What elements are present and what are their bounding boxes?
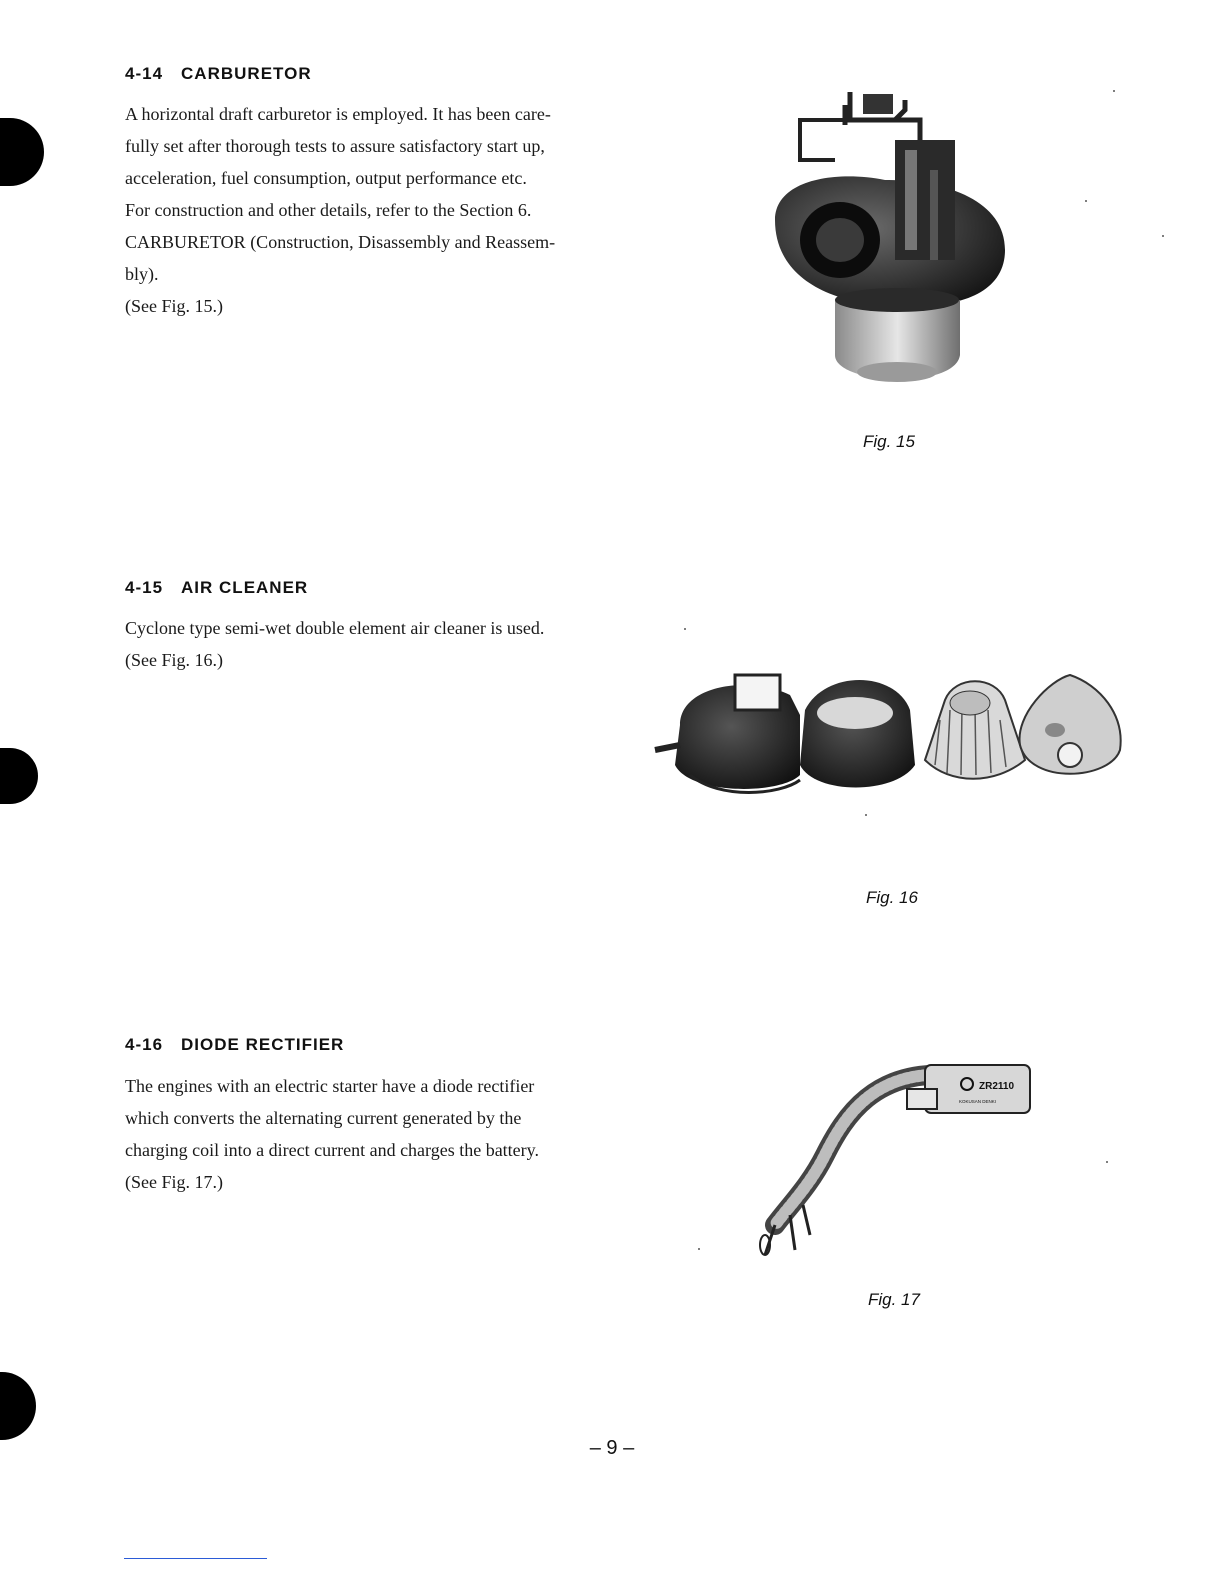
body-line: bly). <box>125 264 159 284</box>
scan-speck <box>1162 235 1164 237</box>
body-line: A horizontal draft carburetor is employed. It has been care- <box>125 104 551 124</box>
body-line: (See Fig. 15.) <box>125 296 223 316</box>
section-heading-diode-rectifier <box>125 1035 344 1055</box>
scan-speck <box>698 1248 700 1250</box>
body-line: (See Fig. 17.) <box>125 1172 223 1192</box>
page-number: – 9 – <box>589 1437 635 1459</box>
scan-speck <box>1106 1161 1108 1163</box>
carburetor-photo <box>755 80 1035 400</box>
figure-caption: Fig. 16 <box>866 888 918 907</box>
figure-caption: Fig. 15 <box>863 432 915 451</box>
body-line: fully set after thorough tests to assure satisfactory start up, <box>125 136 545 156</box>
section-number: 4-14 <box>125 64 164 83</box>
rectifier-label: ZR2110 <box>979 1081 1015 1092</box>
binder-hole <box>0 1372 36 1440</box>
section-number: 4-16 <box>125 1035 164 1054</box>
body-line: acceleration, fuel consumption, output performance etc. <box>125 168 527 188</box>
body-line: which converts the alternating current generated by the <box>125 1108 522 1128</box>
section-body-diode-rectifier <box>125 1070 617 1198</box>
rectifier-maker: KOKUSAN DENKI <box>959 1099 997 1104</box>
figure-caption: Fig. 17 <box>868 1290 920 1309</box>
body-line: The engines with an electric starter have a diode rectifier <box>125 1076 535 1096</box>
section-heading-air-cleaner <box>125 578 308 598</box>
scan-speck <box>684 628 686 630</box>
section-body-carburetor <box>125 98 617 322</box>
diode-rectifier-photo <box>755 1055 1045 1265</box>
body-line: Cyclone type semi-wet double element air cleaner is used. <box>125 618 545 638</box>
scan-speck <box>865 814 867 816</box>
footer-rule <box>124 1558 267 1559</box>
section-title: DIODE RECTIFIER <box>181 1035 345 1054</box>
body-line: For construction and other details, refer to the Section 6. <box>125 200 532 220</box>
section-title: CARBURETOR <box>181 64 312 83</box>
scan-speck <box>1085 200 1087 202</box>
section-heading-carburetor <box>125 64 312 84</box>
binder-hole <box>0 748 38 804</box>
binder-hole <box>0 118 44 186</box>
section-body-air-cleaner <box>125 612 617 676</box>
air-cleaner-photo <box>650 665 1130 805</box>
body-line: charging coil into a direct current and charges the battery. <box>125 1140 539 1160</box>
body-line: CARBURETOR (Construction, Disassembly and Reassem- <box>125 232 556 252</box>
section-number: 4-15 <box>125 578 164 597</box>
body-line: (See Fig. 16.) <box>125 650 223 670</box>
section-title: AIR CLEANER <box>181 578 309 597</box>
scan-speck <box>1113 90 1115 92</box>
